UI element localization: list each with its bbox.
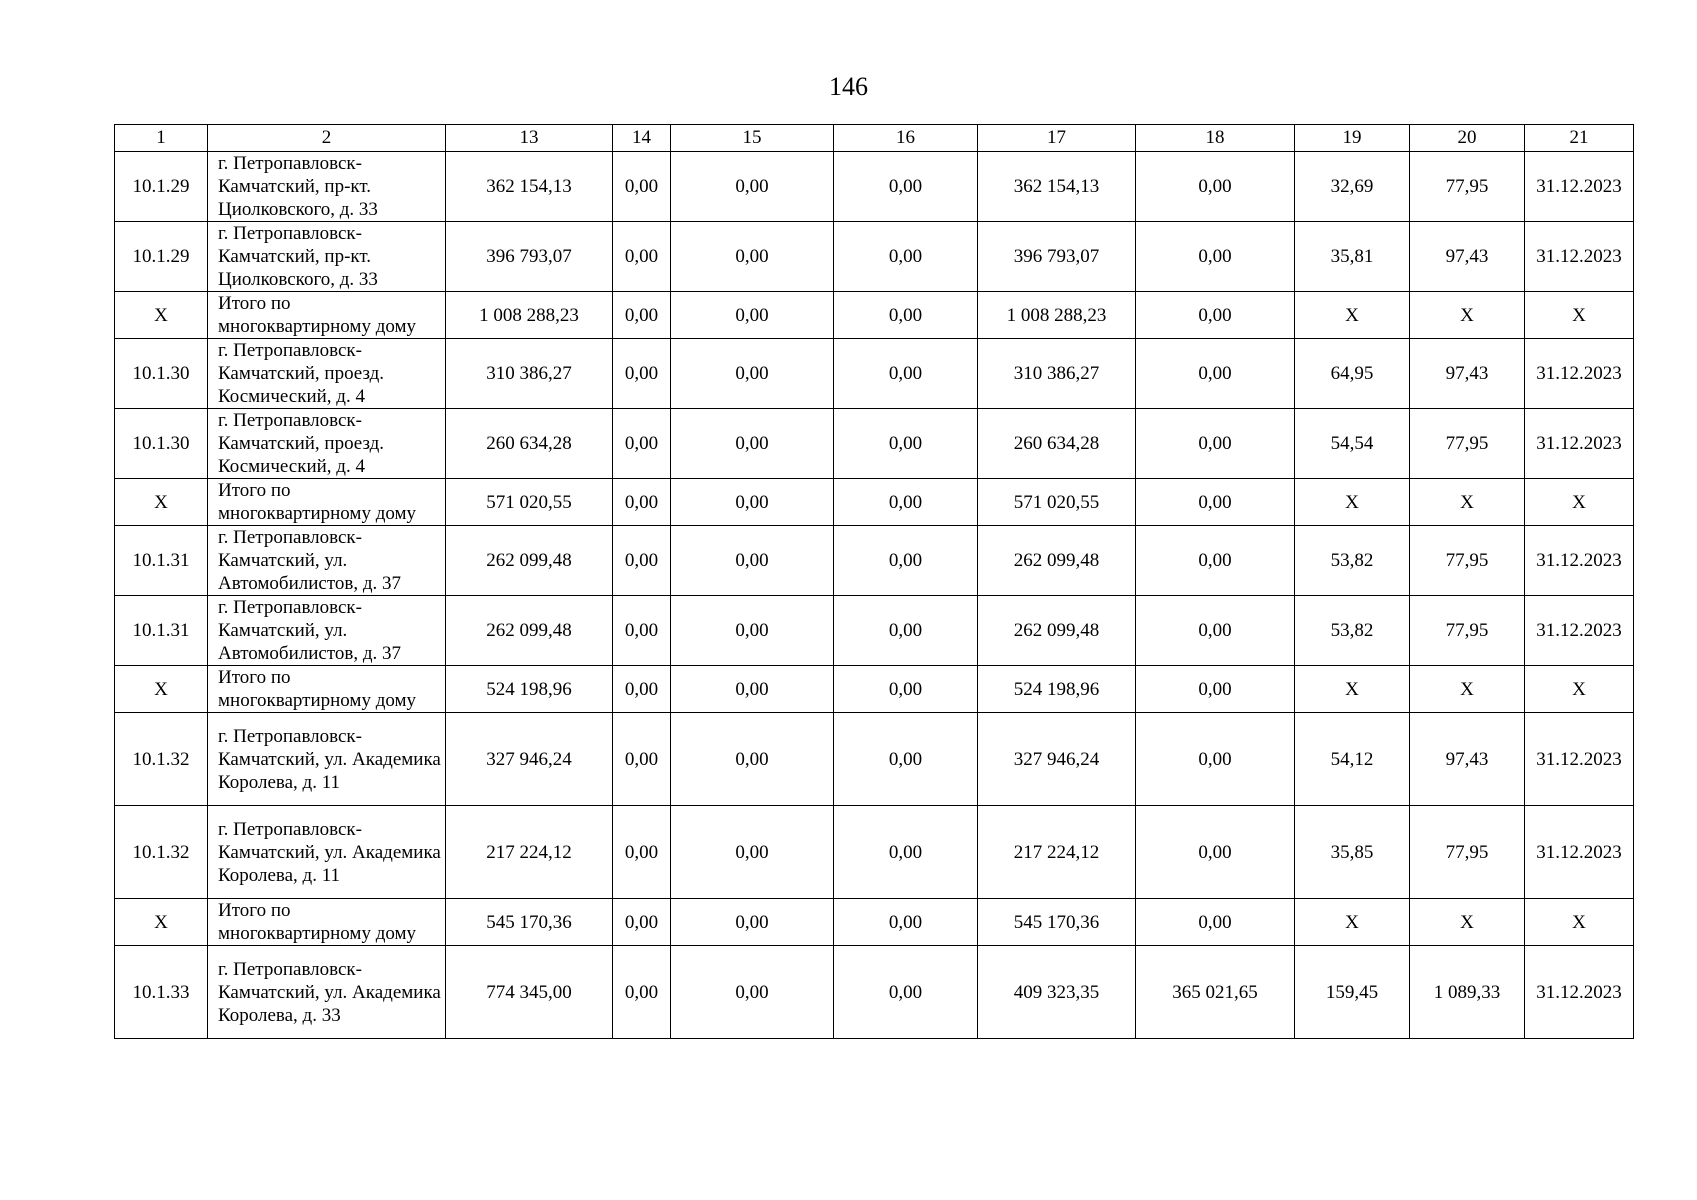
table-row [115, 222, 1634, 292]
row-number: X [115, 899, 208, 946]
cell-col-16: 0,00 [834, 222, 978, 292]
cell-col-19: X [1295, 899, 1410, 946]
cell-col-16: 0,00 [834, 339, 978, 409]
address-cell: Итого по многоквартирному дому [208, 666, 446, 713]
cell-col-15: 0,00 [671, 899, 834, 946]
cell-col-21: 31.12.2023 [1525, 946, 1634, 1039]
cell-col-13: 262 099,48 [446, 596, 613, 666]
cell-col-15: 0,00 [671, 409, 834, 479]
cell-col-13: 571 020,55 [446, 479, 613, 526]
cell-col-21: 31.12.2023 [1525, 409, 1634, 479]
cell-col-21: 31.12.2023 [1525, 526, 1634, 596]
cell-col-13: 774 345,00 [446, 946, 613, 1039]
cell-col-13: 262 099,48 [446, 526, 613, 596]
cell-col-19: X [1295, 479, 1410, 526]
cell-col-18: 0,00 [1136, 222, 1295, 292]
cell-col-19: 53,82 [1295, 526, 1410, 596]
address-cell: Итого по многоквартирному дому [208, 292, 446, 339]
cell-col-18: 0,00 [1136, 292, 1295, 339]
table-row [115, 806, 1634, 899]
cell-col-19: 64,95 [1295, 339, 1410, 409]
cell-col-14: 0,00 [613, 596, 671, 666]
cell-col-14: 0,00 [613, 409, 671, 479]
column-header: 17 [978, 125, 1136, 152]
address-cell: г. Петропавловск-Камчатский, проезд. Космический, д. 4 [208, 409, 446, 479]
cell-col-16: 0,00 [834, 409, 978, 479]
column-header: 14 [613, 125, 671, 152]
cell-col-20: X [1410, 479, 1525, 526]
row-number: X [115, 292, 208, 339]
cell-col-15: 0,00 [671, 596, 834, 666]
cell-col-20: 77,95 [1410, 152, 1525, 222]
address-cell: г. Петропавловск-Камчатский, ул. Автомобилистов, д. 37 [208, 526, 446, 596]
cell-col-17: 409 323,35 [978, 946, 1136, 1039]
cell-col-17: 524 198,96 [978, 666, 1136, 713]
cell-col-16: 0,00 [834, 899, 978, 946]
cell-col-13: 260 634,28 [446, 409, 613, 479]
column-header: 19 [1295, 125, 1410, 152]
table-row [115, 152, 1634, 222]
row-number: 10.1.32 [115, 806, 208, 899]
cell-col-16: 0,00 [834, 713, 978, 806]
cell-col-15: 0,00 [671, 946, 834, 1039]
cell-col-19: X [1295, 666, 1410, 713]
cell-col-18: 365 021,65 [1136, 946, 1295, 1039]
cell-col-16: 0,00 [834, 806, 978, 899]
column-header: 13 [446, 125, 613, 152]
cell-col-18: 0,00 [1136, 806, 1295, 899]
cell-col-20: X [1410, 899, 1525, 946]
cell-col-20: 97,43 [1410, 339, 1525, 409]
cell-col-14: 0,00 [613, 479, 671, 526]
cell-col-14: 0,00 [613, 713, 671, 806]
row-number: 10.1.29 [115, 222, 208, 292]
column-header: 1 [115, 125, 208, 152]
cell-col-17: 545 170,36 [978, 899, 1136, 946]
cell-col-17: 571 020,55 [978, 479, 1136, 526]
cell-col-18: 0,00 [1136, 479, 1295, 526]
row-number: X [115, 666, 208, 713]
table-row [115, 526, 1634, 596]
cell-col-15: 0,00 [671, 666, 834, 713]
cell-col-13: 1 008 288,23 [446, 292, 613, 339]
column-header: 18 [1136, 125, 1295, 152]
cell-col-13: 362 154,13 [446, 152, 613, 222]
cell-col-14: 0,00 [613, 899, 671, 946]
cell-col-15: 0,00 [671, 152, 834, 222]
cell-col-14: 0,00 [613, 152, 671, 222]
cell-col-16: 0,00 [834, 152, 978, 222]
row-number: 10.1.30 [115, 409, 208, 479]
cell-col-16: 0,00 [834, 526, 978, 596]
cell-col-15: 0,00 [671, 806, 834, 899]
cell-col-19: 54,54 [1295, 409, 1410, 479]
cell-col-13: 327 946,24 [446, 713, 613, 806]
row-number: 10.1.31 [115, 596, 208, 666]
total-row [115, 899, 1634, 946]
row-number: 10.1.33 [115, 946, 208, 1039]
cell-col-16: 0,00 [834, 292, 978, 339]
cell-col-21: 31.12.2023 [1525, 596, 1634, 666]
column-header: 21 [1525, 125, 1634, 152]
address-cell: Итого по многоквартирному дому [208, 479, 446, 526]
cell-col-20: 77,95 [1410, 596, 1525, 666]
total-row [115, 479, 1634, 526]
cell-col-19: 35,81 [1295, 222, 1410, 292]
cell-col-18: 0,00 [1136, 409, 1295, 479]
cell-col-20: 1 089,33 [1410, 946, 1525, 1039]
cell-col-16: 0,00 [834, 946, 978, 1039]
address-cell: г. Петропавловск-Камчатский, ул. Академика Королева, д. 33 [208, 946, 446, 1039]
cell-col-14: 0,00 [613, 666, 671, 713]
cell-col-19: 54,12 [1295, 713, 1410, 806]
cell-col-13: 310 386,27 [446, 339, 613, 409]
cell-col-20: X [1410, 666, 1525, 713]
row-number: 10.1.29 [115, 152, 208, 222]
cell-col-18: 0,00 [1136, 666, 1295, 713]
cell-col-18: 0,00 [1136, 339, 1295, 409]
cell-col-20: 77,95 [1410, 409, 1525, 479]
table-row [115, 946, 1634, 1039]
cell-col-17: 1 008 288,23 [978, 292, 1136, 339]
cell-col-15: 0,00 [671, 526, 834, 596]
cell-col-13: 217 224,12 [446, 806, 613, 899]
address-cell: г. Петропавловск-Камчатский, проезд. Космический, д. 4 [208, 339, 446, 409]
cell-col-20: 97,43 [1410, 713, 1525, 806]
cell-col-14: 0,00 [613, 222, 671, 292]
cell-col-18: 0,00 [1136, 152, 1295, 222]
cell-col-15: 0,00 [671, 292, 834, 339]
total-row [115, 666, 1634, 713]
cell-col-20: 97,43 [1410, 222, 1525, 292]
cell-col-21: X [1525, 292, 1634, 339]
cell-col-15: 0,00 [671, 479, 834, 526]
column-header: 2 [208, 125, 446, 152]
cell-col-17: 396 793,07 [978, 222, 1136, 292]
cell-col-17: 362 154,13 [978, 152, 1136, 222]
cell-col-16: 0,00 [834, 479, 978, 526]
row-number: 10.1.31 [115, 526, 208, 596]
cell-col-19: 35,85 [1295, 806, 1410, 899]
cell-col-16: 0,00 [834, 596, 978, 666]
cell-col-20: X [1410, 292, 1525, 339]
table-row [115, 339, 1634, 409]
cell-col-19: 53,82 [1295, 596, 1410, 666]
cell-col-20: 77,95 [1410, 526, 1525, 596]
column-header: 15 [671, 125, 834, 152]
cell-col-21: 31.12.2023 [1525, 152, 1634, 222]
cell-col-14: 0,00 [613, 292, 671, 339]
address-cell: г. Петропавловск-Камчатский, пр-кт. Циолковского, д. 33 [208, 222, 446, 292]
row-number: 10.1.30 [115, 339, 208, 409]
cell-col-15: 0,00 [671, 339, 834, 409]
cell-col-18: 0,00 [1136, 596, 1295, 666]
cell-col-17: 327 946,24 [978, 713, 1136, 806]
cell-col-17: 217 224,12 [978, 806, 1136, 899]
cell-col-19: 32,69 [1295, 152, 1410, 222]
column-header: 20 [1410, 125, 1525, 152]
column-header: 16 [834, 125, 978, 152]
cell-col-21: X [1525, 479, 1634, 526]
cell-col-14: 0,00 [613, 946, 671, 1039]
table-row [115, 596, 1634, 666]
cell-col-13: 524 198,96 [446, 666, 613, 713]
cell-col-19: X [1295, 292, 1410, 339]
cell-col-18: 0,00 [1136, 713, 1295, 806]
cell-col-17: 310 386,27 [978, 339, 1136, 409]
cell-col-17: 260 634,28 [978, 409, 1136, 479]
address-cell: г. Петропавловск-Камчатский, ул. Академика Королева, д. 11 [208, 806, 446, 899]
cell-col-18: 0,00 [1136, 526, 1295, 596]
table-row [115, 409, 1634, 479]
cell-col-21: 31.12.2023 [1525, 339, 1634, 409]
cell-col-21: X [1525, 666, 1634, 713]
data-table [114, 124, 1634, 1039]
cell-col-14: 0,00 [613, 806, 671, 899]
cell-col-15: 0,00 [671, 222, 834, 292]
cell-col-17: 262 099,48 [978, 596, 1136, 666]
page-number: 146 [829, 72, 868, 101]
row-number: X [115, 479, 208, 526]
row-number: 10.1.32 [115, 713, 208, 806]
table-row [115, 713, 1634, 806]
cell-col-17: 262 099,48 [978, 526, 1136, 596]
cell-col-13: 545 170,36 [446, 899, 613, 946]
address-cell: Итого по многоквартирному дому [208, 899, 446, 946]
cell-col-13: 396 793,07 [446, 222, 613, 292]
address-cell: г. Петропавловск-Камчатский, ул. Автомобилистов, д. 37 [208, 596, 446, 666]
address-cell: г. Петропавловск-Камчатский, ул. Академика Королева, д. 11 [208, 713, 446, 806]
cell-col-21: X [1525, 899, 1634, 946]
cell-col-14: 0,00 [613, 526, 671, 596]
cell-col-16: 0,00 [834, 666, 978, 713]
cell-col-20: 77,95 [1410, 806, 1525, 899]
total-row [115, 292, 1634, 339]
address-cell: г. Петропавловск-Камчатский, пр-кт. Циолковского, д. 33 [208, 152, 446, 222]
header-row [115, 125, 1634, 152]
cell-col-21: 31.12.2023 [1525, 713, 1634, 806]
cell-col-14: 0,00 [613, 339, 671, 409]
cell-col-18: 0,00 [1136, 899, 1295, 946]
cell-col-15: 0,00 [671, 713, 834, 806]
cell-col-21: 31.12.2023 [1525, 806, 1634, 899]
cell-col-19: 159,45 [1295, 946, 1410, 1039]
cell-col-21: 31.12.2023 [1525, 222, 1634, 292]
